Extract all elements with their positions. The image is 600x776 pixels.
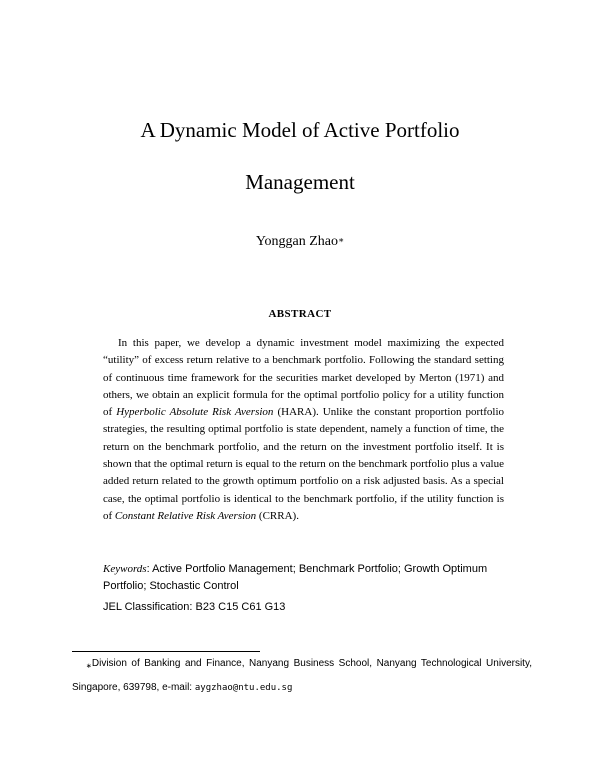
paper-title-line-2: Management [245,170,355,194]
keywords-text: : Active Portfolio Management; Benchmark Portfolio; Growth Optimum Portfolio; Stochastic Control [103,563,488,592]
author-name: Yonggan Zhao [255,234,339,249]
footnote-text: Division of Banking and Finance, Nanyang Business School, Nanyang Technological University, Singapore, 639798, e-mail: [72,658,532,693]
jel-classification: JEL Classification: B23 C15 C61 G13 [103,601,286,613]
abstract-text-2: (HARA). Unlike the constant proportion portfolio strategies, the resulting optimal portfolio is state dependent, namely a function of time, the return on the benchmark portfolio, and the return on the investment portfolio itself. It is shown that the optimal return is equal to the return on the benchmark portfolio plus a value added return related to the growth optimum portfolio on a risk adjusted basis. As a special case, the optimal portfolio is identical to the benchmark portfolio, if the utility function is of [103,406,505,522]
author-footnote-marker: ∗ [338,235,345,245]
abstract-emphasis-crra: Constant Relative Risk Aversion [114,509,257,522]
footnote [72,652,532,700]
abstract-text-3: (CRRA). [256,509,299,522]
footnote-marker: ∗ [86,663,92,670]
abstract-emphasis-hara: Hyperbolic Absolute Risk Aversion [116,406,274,419]
abstract-text-1: In this paper, we develop a dynamic investment model maximizing the expected “utility” of excess return relative to a benchmark portfolio. Following the standard setting of continuous time framework for the securities market developed by Merton (1971) and others, we obtain an explicit formula for the optimal portfolio policy for a utility function of [103,337,504,419]
abstract-body [103,335,504,525]
paper-title-line-1: A Dynamic Model of Active Portfolio [140,118,460,142]
author [0,233,600,251]
footnote-email: aygzhao@ntu.edu.sg [194,683,293,693]
keywords [103,561,513,595]
keywords-label: Keywords [103,563,147,575]
abstract-heading: ABSTRACT [268,308,332,320]
